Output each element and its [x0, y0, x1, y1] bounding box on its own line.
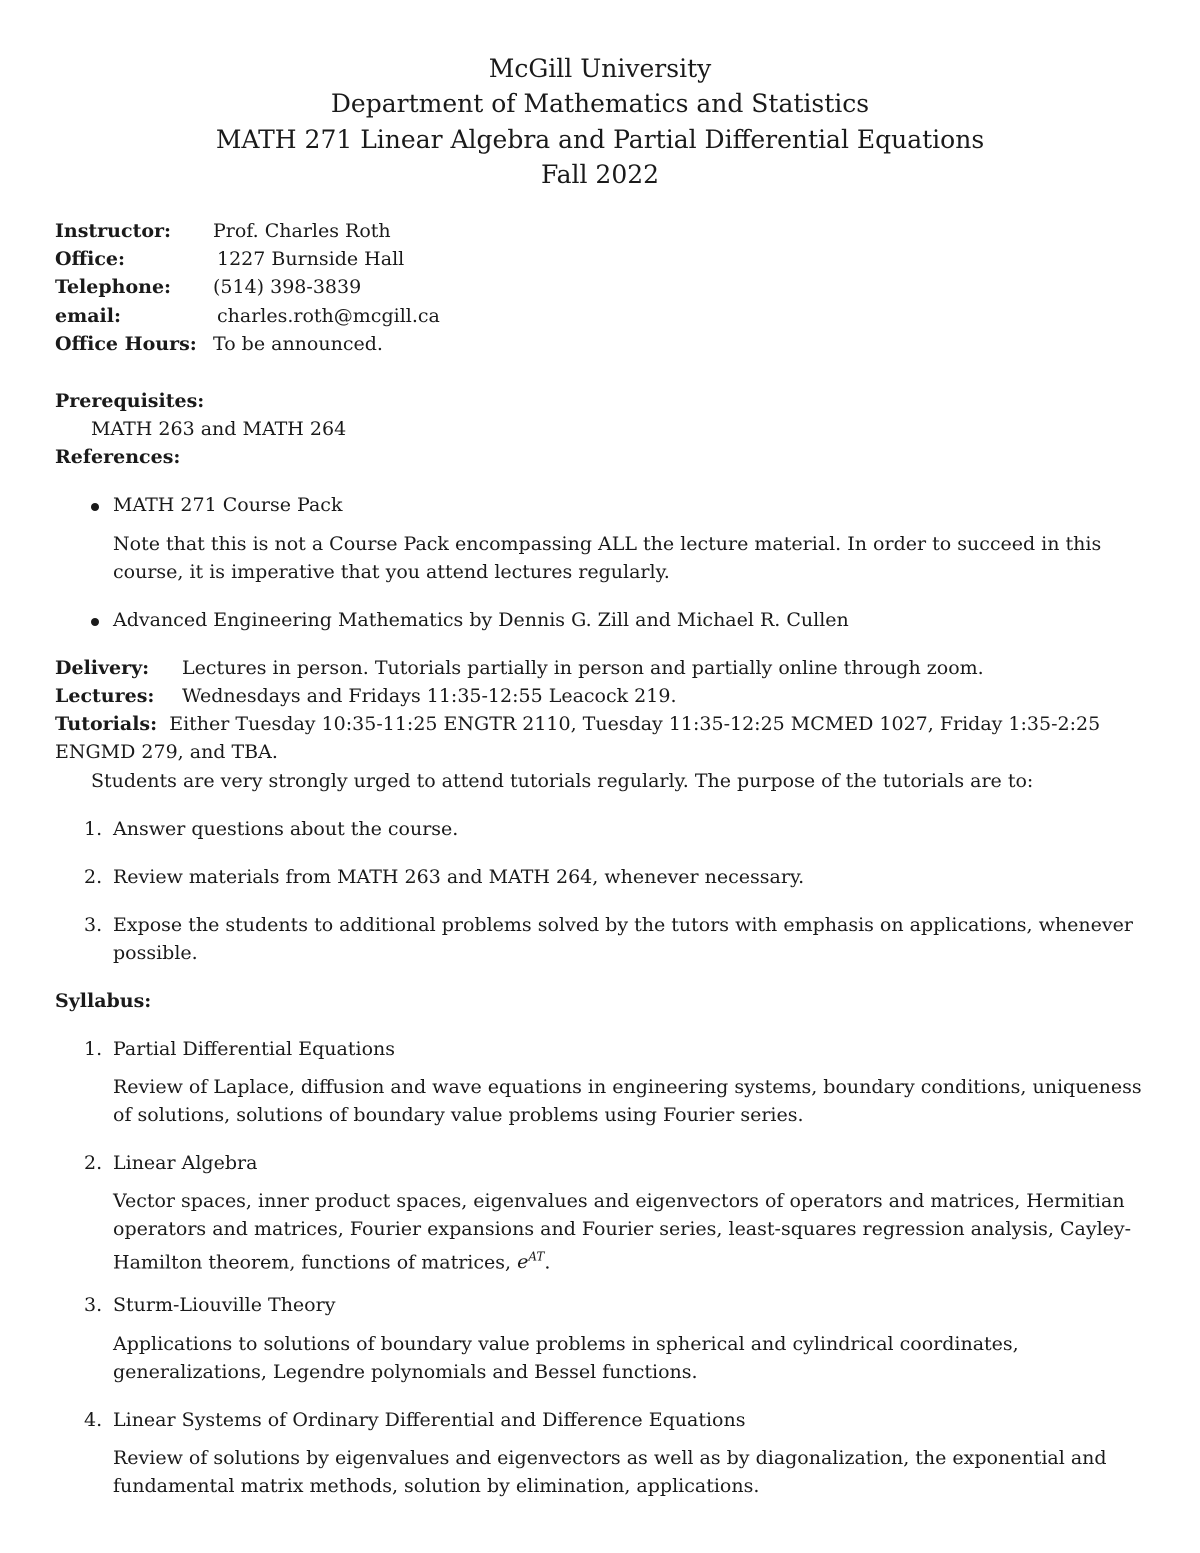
prerequisites-text: MATH 263 and MATH 264: [91, 418, 347, 440]
instructor-label: Instructor:: [55, 220, 172, 242]
syllabus-item-desc: Review of Laplace, diffusion and wave equations in engineering systems, boundary conditions, uniqueness of solutions, solutions of boundary value problems using Fourier series.: [113, 1076, 1142, 1126]
telephone-value: (514) 398-3839: [213, 276, 362, 298]
university-title: McGill University: [488, 54, 712, 83]
list-number: 3.: [84, 914, 103, 936]
office-label: Office:: [55, 248, 126, 270]
office-hours-value: To be announced.: [213, 333, 383, 355]
bullet-icon: [91, 503, 99, 511]
list-number: 1.: [84, 818, 103, 840]
delivery-label: Delivery:: [55, 657, 150, 679]
department-title: Department of Mathematics and Statistics: [330, 89, 870, 118]
syllabus-item-number: 2.: [84, 1152, 103, 1174]
tutorial-purpose-item: Answer questions about the course.: [113, 818, 459, 840]
delivery-text: Lectures in person. Tutorials partially in person and partially online through zoom.: [182, 657, 984, 679]
reference-note: Note that this is not a Course Pack encompassing ALL the lecture material. In order to succeed in this course, it is imperative that you attend lectures regularly.: [113, 533, 1102, 583]
office-hours-label: Office Hours:: [55, 333, 197, 355]
tutorials-block: [55, 710, 1149, 766]
tutorials-label: Tutorials:: [55, 713, 158, 735]
instructor-value: Prof. Charles Roth: [213, 220, 391, 242]
syllabus-item-desc: Review of solutions by eigenvalues and eigenvectors as well as by diagonalization, the exponential and fundamental matrix methods, solution by elimination, applications.: [113, 1447, 1107, 1497]
lectures-text: Wednesdays and Fridays 11:35-12:55 Leacock 219.: [182, 685, 677, 707]
syllabus-item-title: Linear Algebra: [113, 1152, 258, 1174]
telephone-label: Telephone:: [55, 276, 172, 298]
reference-title: Advanced Engineering Mathematics by Dennis G. Zill and Michael R. Cullen: [113, 609, 849, 631]
syllabus-item-title: Sturm-Liouville Theory: [113, 1294, 336, 1316]
tutorials-urge: Students are very strongly urged to attend tutorials regularly. The purpose of the tutorials are to:: [91, 770, 1034, 792]
syllabus-item-title: Linear Systems of Ordinary Differential and Difference Equations: [113, 1409, 746, 1431]
matrix-exponential: $e^{AT}$: [517, 1250, 545, 1274]
syllabus-heading: Syllabus:: [55, 990, 152, 1012]
tutorial-purpose-item: Review materials from MATH 263 and MATH 264, whenever necessary.: [113, 866, 805, 888]
syllabus-item-desc: Vector spaces, inner product spaces, eigenvalues and eigenvectors of operators and matrices, Hermitian operators and matrices, Fourier expansions and Fourier series, least-squares regression analysis, Cayley-Hamilton theorem, functions of matrices, $e^{AT}$.: [113, 1190, 1132, 1274]
term-title: Fall 2022: [540, 160, 660, 189]
email-label: email:: [55, 305, 121, 327]
syllabus-item-title: Partial Differential Equations: [113, 1038, 396, 1060]
lectures-label: Lectures:: [55, 685, 155, 707]
syllabus-item-number: 4.: [84, 1409, 103, 1431]
references-heading: References:: [55, 446, 181, 468]
office-value: 1227 Burnside Hall: [217, 248, 405, 270]
email-value: charles.roth@mcgill.ca: [217, 305, 440, 327]
prerequisites-heading: Prerequisites:: [55, 390, 205, 412]
course-title: MATH 271 Linear Algebra and Partial Differential Equations: [215, 125, 985, 154]
reference-title: MATH 271 Course Pack: [113, 494, 343, 516]
syllabus-item-number: 1.: [84, 1038, 103, 1060]
syllabus-item-number: 3.: [84, 1294, 103, 1316]
list-number: 2.: [84, 866, 103, 888]
tutorial-purpose-item: Expose the students to additional problems solved by the tutors with emphasis on applications, whenever possible.: [113, 914, 1133, 964]
bullet-icon: [91, 618, 99, 626]
tutorials-text: Either Tuesday 10:35-11:25 ENGTR 2110, Tuesday 11:35-12:25 MCMED 1027, Friday 1:35-2:25 ENGMD 279, and TBA.: [55, 713, 1101, 763]
syllabus-item-desc: Applications to solutions of boundary value problems in spherical and cylindrical coordinates, generalizations, Legendre polynomials and Bessel functions.: [113, 1333, 1019, 1383]
